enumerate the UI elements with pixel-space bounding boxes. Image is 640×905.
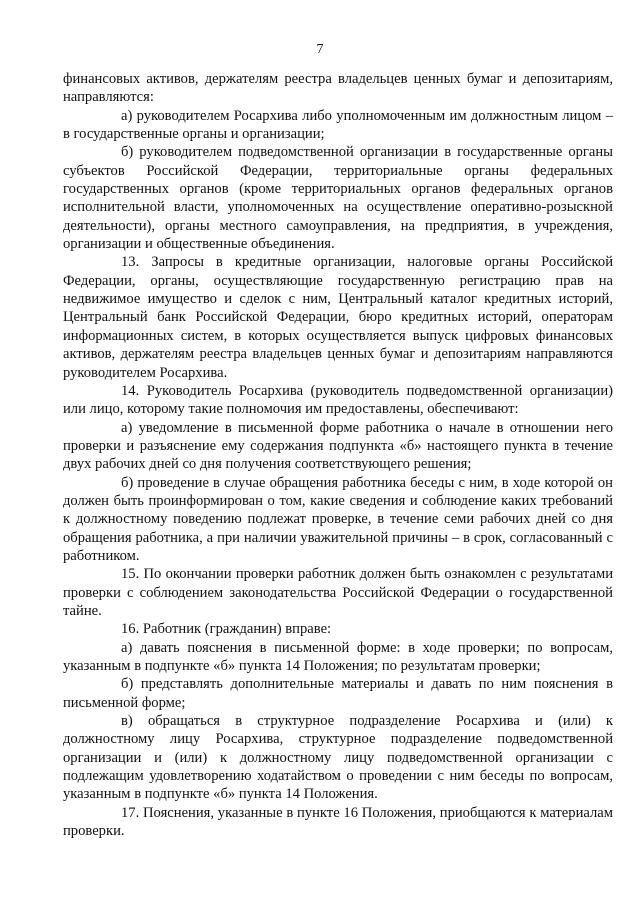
paragraph: 16. Работник (гражданин) вправе: [121, 621, 332, 638]
paragraph: а) уведомление в письменной форме работника о начале в отношении него проверки и разъяснение ему содержания подпункта «б» настоящего пункта в течение двух рабочих дней со дня получения соответствующего решения; [63, 419, 613, 473]
page-number: 7 [316, 42, 324, 57]
paragraph: 14. Руководитель Росархива (руководитель подведомственной организации) или лицо, которому такие полномочия им предоставлены, обеспечивают: [63, 382, 613, 418]
paragraph: финансовых активов, держателям реестра владельцев ценных бумаг и депозитариям, направляются: [63, 71, 613, 106]
paragraph: б) руководителем подведомственной организации в государственные органы субъектов Российской Федерации, территориальные органы федеральных государственных органов (кроме территориальных органов федеральных органов исполнительной власти, уполномоченных на осуществление оперативно-розыскной деятельности), органы местного самоуправления, на предприятия, в учреждения, организации и общественные объединения. [63, 144, 613, 253]
paragraph: б) проведение в случае обращения работника беседы с ним, в ходе которой он должен быть проинформирован о том, какие сведения и соблюдение каких требований к должностному поведению подлежат проверке, в течение семи рабочих дней со дня обращения работника, а при наличии уважительной причины – в срок, согласованный с работником. [63, 474, 613, 564]
paragraph: в) обращаться в структурное подразделение Росархива и (или) к должностному лицу Росархива, структурное подразделение подведомственной организации и (или) к должностному лицу подведомственной организации с подлежащим удовлетворению ходатайством о проведении с ним беседы по вопросам, указанным в подпункте «б» пункта 14 Положения. [63, 713, 613, 803]
paragraph: б) представлять дополнительные материалы и давать по ним пояснения в письменной форме; [63, 676, 613, 711]
document-body [63, 70, 613, 840]
paragraph: 13. Запросы в кредитные организации, налоговые органы Российской Федерации, органы, осуществляющие государственную регистрацию прав на недвижимое имущество и сделок с ним, Центральный каталог кредитных историй, Центральный банк Российской Федерации, бюро кредитных историй, операторам информационных систем, в которых осуществляется выпуск цифровых финансовых активов, держателям реестра владельцев ценных бумаг и депозитариям направляются руководителем Росархива. [63, 254, 613, 381]
paragraph: 17. Пояснения, указанные в пункте 16 Положения, приобщаются к материалам проверки. [63, 804, 613, 840]
paragraph: а) руководителем Росархива либо уполномоченным им должностным лицом – в государственные органы и организации; [63, 107, 613, 143]
paragraph: а) давать пояснения в письменной форме: в ходе проверки; по вопросам, указанным в подпункте «б» пункта 14 Положения; по результатам проверки; [63, 639, 613, 674]
paragraph: 15. По окончании проверки работник должен быть ознакомлен с результатами проверки с соблюдением законодательства Российской Федерации о государственной тайне. [63, 566, 613, 619]
